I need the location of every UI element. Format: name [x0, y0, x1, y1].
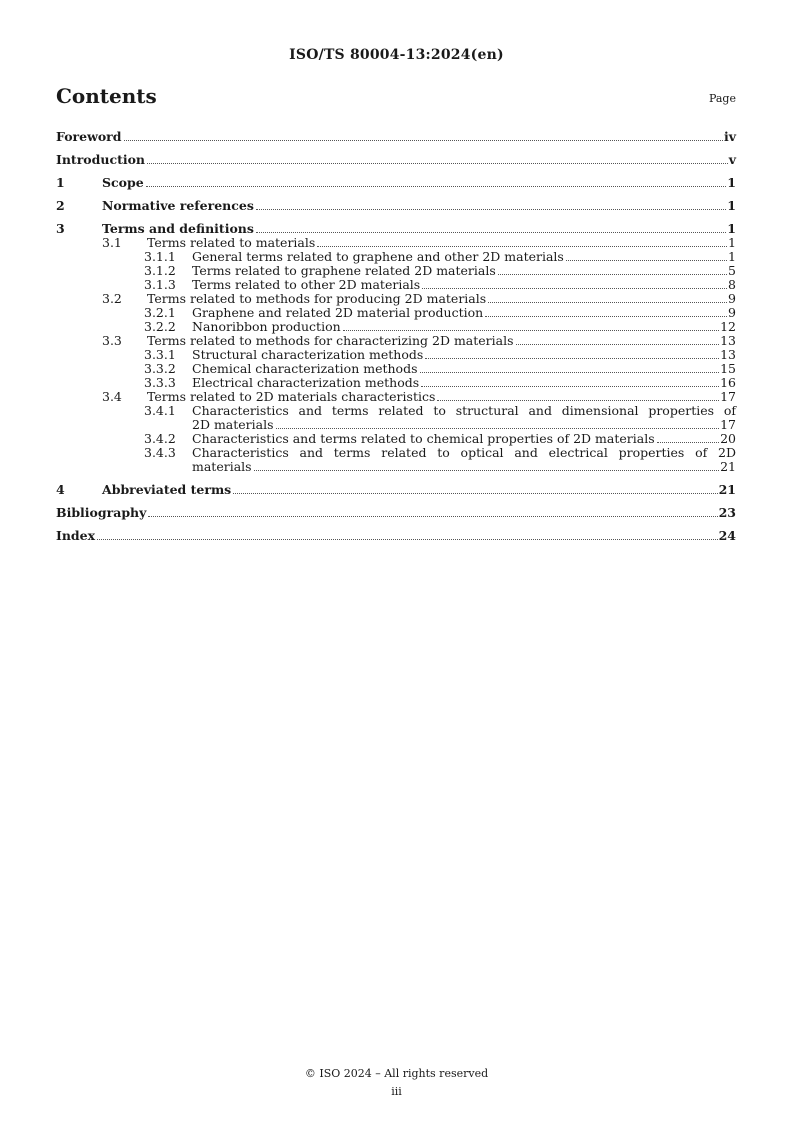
toc-entry-title: Normative references — [102, 198, 254, 213]
dot-leader — [420, 371, 720, 373]
toc-entry-number: 3 — [56, 221, 65, 236]
toc-entry-title: Electrical characterization methods — [192, 375, 420, 390]
dot-leader — [516, 343, 720, 345]
dot-leader — [437, 399, 719, 401]
toc-entry-page: 1 — [728, 235, 736, 250]
toc-entry-page: 1 — [727, 221, 736, 236]
dot-leader — [147, 162, 728, 164]
toc-entry-number: 4 — [56, 482, 65, 497]
toc-entry-title-line2: 2D materials — [192, 417, 274, 432]
toc-entry-title: Index — [56, 528, 96, 543]
toc-entry-title: General terms related to graphene and other 2D materials — [192, 249, 564, 264]
toc-entry-introduction[interactable] — [56, 153, 736, 167]
toc-entry-3-3-3[interactable] — [56, 376, 736, 390]
toc-entry-abbreviated-terms[interactable] — [56, 483, 736, 497]
toc-entry-page: 17 — [720, 417, 736, 432]
toc-entry-title: Scope — [102, 175, 144, 190]
toc-entry-3-2-2[interactable] — [56, 320, 736, 334]
dot-leader — [566, 259, 727, 261]
toc-entry-3-2-1[interactable] — [56, 306, 736, 320]
toc-entry-title: Terms related to methods for characterizing 2D materials — [147, 333, 514, 348]
toc-entry-title-line1: Characteristics and terms related to optical and electrical properties of 2D — [192, 445, 736, 460]
toc-entry-title: Chemical characterization methods — [192, 361, 418, 376]
toc-entry-3-1-2[interactable] — [56, 264, 736, 278]
toc-entry-number: 3.1.2 — [144, 263, 176, 278]
toc-entry-page: 13 — [720, 347, 736, 362]
toc-entry-title: Terms related to methods for producing 2D materials — [147, 291, 487, 306]
toc-entry-page: 21 — [718, 482, 736, 497]
toc-entry-page: 21 — [720, 459, 736, 474]
toc-entry-page: 5 — [728, 263, 736, 278]
toc-entry-title: Bibliography — [56, 505, 147, 520]
toc-entry-page: 9 — [728, 305, 736, 320]
toc-entry-page: iv — [723, 129, 736, 144]
dot-leader — [317, 245, 727, 247]
toc-entry-number: 3.3.1 — [144, 347, 176, 362]
toc-entry-number: 3.3 — [102, 333, 122, 348]
toc-entry-title-line2: materials — [192, 459, 252, 474]
toc-entry-title: Terms and definitions — [102, 221, 254, 236]
toc-entry-title: Foreword — [56, 129, 122, 144]
toc-entry-number: 3.2 — [102, 291, 122, 306]
page-title: Contents — [56, 84, 157, 108]
toc-entry-page: 1 — [728, 249, 736, 264]
toc-entry-terms-and-definitions[interactable] — [56, 222, 736, 236]
toc-entry-number: 2 — [56, 198, 65, 213]
page-column-label: Page — [708, 92, 736, 105]
dot-leader — [146, 185, 727, 187]
dot-leader — [256, 208, 726, 210]
toc-entry-page: 16 — [720, 375, 736, 390]
toc-entry-bibliography[interactable] — [56, 506, 736, 520]
toc-entry-number: 1 — [56, 175, 65, 190]
toc-entry-number: 3.1 — [102, 235, 122, 250]
toc-entry-number: 3.1.3 — [144, 277, 176, 292]
toc-entry-number: 3.3.2 — [144, 361, 176, 376]
toc-entry-3-2[interactable] — [56, 292, 736, 306]
toc-entry-number: 3.3.3 — [144, 375, 176, 390]
dot-leader — [488, 301, 727, 303]
toc-entry-title: Nanoribbon production — [192, 319, 341, 334]
toc-entry-page: 23 — [718, 505, 736, 520]
toc-entry-page: 15 — [720, 361, 736, 376]
dot-leader — [254, 469, 720, 471]
toc-entry-number: 3.2.1 — [144, 305, 176, 320]
toc-entry-title: Terms related to other 2D materials — [192, 277, 421, 292]
toc-entry-number: 3.1.1 — [144, 249, 176, 264]
toc-entry-foreword[interactable] — [56, 130, 736, 144]
toc-entry-3-1[interactable] — [56, 236, 736, 250]
document-id: ISO/TS 80004-13:2024(en) — [289, 47, 504, 63]
toc-entry-3-1-3[interactable] — [56, 278, 736, 292]
dot-leader — [498, 273, 727, 275]
dot-leader — [422, 287, 727, 289]
dot-leader — [276, 427, 720, 429]
toc-entry-page: 12 — [720, 319, 736, 334]
dot-leader — [421, 385, 719, 387]
toc-entry-title: Terms related to graphene related 2D materials — [192, 263, 496, 278]
toc-entry-title: Graphene and related 2D material production — [192, 305, 484, 320]
toc-entry-title: Introduction — [56, 152, 146, 167]
toc-entry-3-1-1[interactable] — [56, 250, 736, 264]
toc-entry-3-4-3[interactable] — [56, 446, 736, 474]
table-of-contents — [56, 127, 736, 543]
toc-entry-title: Terms related to 2D materials characteristics — [147, 389, 436, 404]
dot-leader — [148, 515, 717, 517]
dot-leader — [124, 139, 723, 141]
toc-entry-number: 3.4.1 — [144, 403, 176, 418]
toc-entry-page: 1 — [727, 198, 736, 213]
toc-entry-number: 3.2.2 — [144, 319, 176, 334]
toc-entry-title: Characteristics and terms related to chemical properties of 2D materials — [192, 431, 655, 446]
toc-entry-3-4-1[interactable] — [56, 404, 736, 432]
toc-entry-title: Abbreviated terms — [102, 482, 232, 497]
dot-leader — [425, 357, 719, 359]
dot-leader — [343, 329, 719, 331]
toc-entry-title: Terms related to materials — [147, 235, 316, 250]
toc-entry-page: 9 — [728, 291, 736, 306]
toc-entry-3-4-2[interactable] — [56, 432, 736, 446]
toc-entry-number: 3.4.3 — [144, 445, 176, 460]
toc-entry-page: 1 — [727, 175, 736, 190]
toc-entry-3-3-2[interactable] — [56, 362, 736, 376]
toc-entry-3-3-1[interactable] — [56, 348, 736, 362]
dot-leader — [233, 492, 717, 494]
toc-entry-normative-references[interactable] — [56, 199, 736, 213]
toc-entry-scope[interactable] — [56, 176, 736, 190]
toc-entry-page: 8 — [728, 277, 736, 292]
dot-leader — [485, 315, 727, 317]
toc-entry-page: 24 — [718, 528, 736, 543]
toc-entry-page: v — [728, 152, 736, 167]
toc-entry-3-3[interactable] — [56, 334, 736, 348]
toc-entry-title: Structural characterization methods — [192, 347, 424, 362]
dot-leader — [657, 441, 719, 443]
dot-leader — [256, 231, 726, 233]
toc-entry-number: 3.4 — [102, 389, 122, 404]
toc-entry-page: 20 — [720, 431, 736, 446]
toc-entry-page: 17 — [720, 389, 736, 404]
toc-entry-page: 13 — [720, 333, 736, 348]
toc-entry-index[interactable] — [56, 529, 736, 543]
page-number: iii — [391, 1085, 402, 1098]
toc-entry-title-line1: Characteristics and terms related to structural and dimensional properties of — [192, 403, 736, 418]
toc-entry-3-4[interactable] — [56, 390, 736, 404]
copyright-notice: © ISO 2024 – All rights reserved — [304, 1067, 489, 1080]
dot-leader — [97, 538, 718, 540]
toc-entry-number: 3.4.2 — [144, 431, 176, 446]
